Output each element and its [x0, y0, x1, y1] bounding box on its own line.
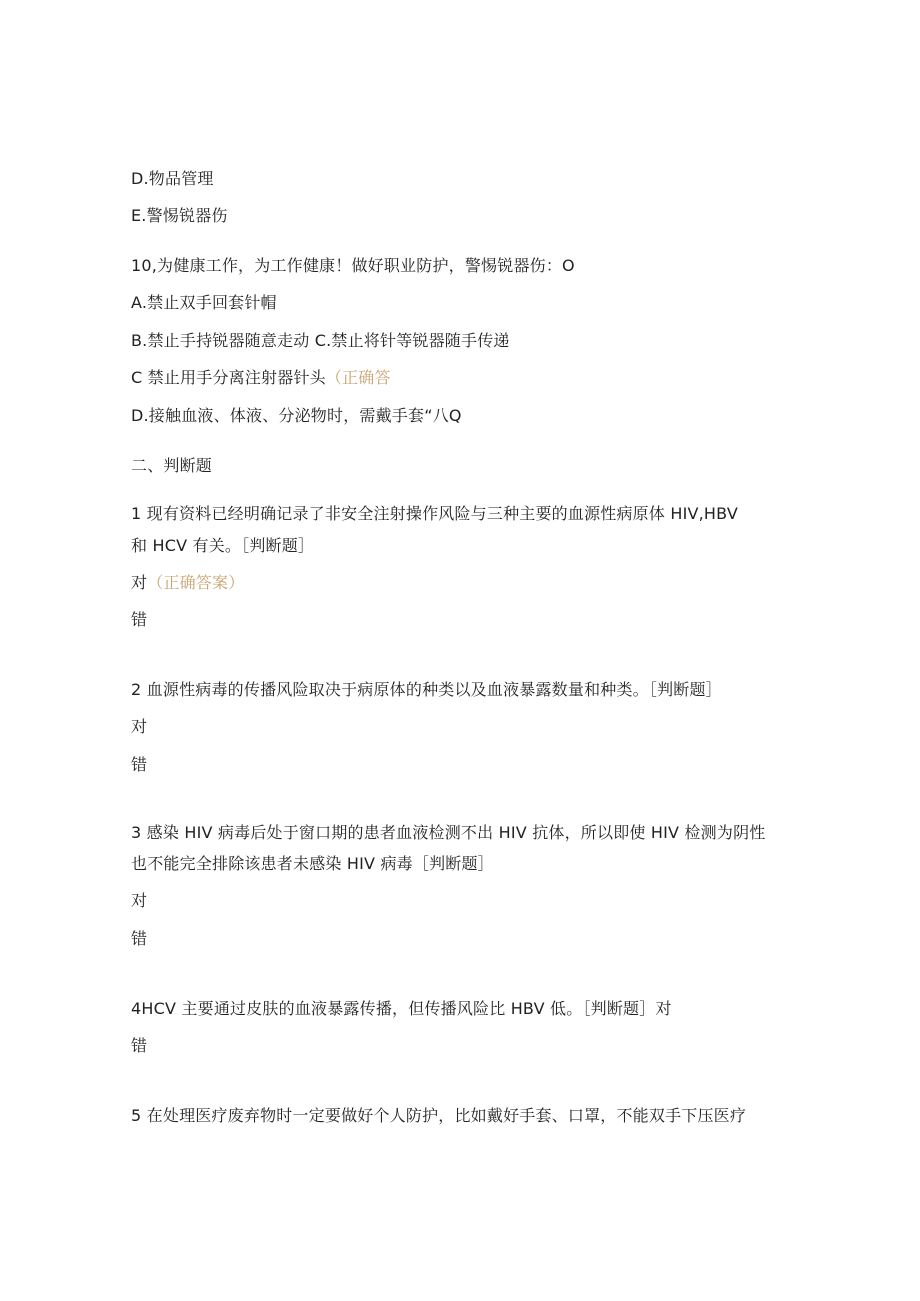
q10-option-c-text: C 禁止用手分离注射器针头: [131, 368, 326, 387]
tf1-stem-line1: 1 现有资料已经明确记录了非安全注射操作风险与三种主要的血源性病原体 HIV,HBV: [131, 504, 738, 523]
correct-answer-mark: （正确答案）: [147, 573, 245, 592]
q10-stem: 10,为健康工作，为工作健康！做好职业防护，警惕锐器伤：O: [131, 256, 575, 275]
tf1-stem-line2: 和 HCV 有关。［判断题］: [131, 536, 315, 555]
section-title: 二、判断题: [131, 456, 213, 475]
tf4-option-false: 错: [131, 1036, 148, 1055]
q9-option-d: D.物品管理: [131, 169, 214, 188]
tf2-stem: 2 血源性病毒的传播风险取决于病原体的种类以及血液暴露数量和种类。［判断题］: [131, 680, 722, 699]
tf4-stem: 4HCV 主要通过皮肤的血液暴露传播，但传播风险比 HBV 低。［判断题］对: [131, 999, 672, 1018]
q10-option-b: B.禁止手持锐器随意走动 C.禁止将针等锐器随手传递: [131, 331, 510, 350]
q9-option-e: E.警惕锐器伤: [131, 206, 228, 225]
tf5-stem-line1: 5 在处理医疗废弃物时一定要做好个人防护，比如戴好手套、口罩，不能双手下压医疗: [131, 1106, 747, 1125]
tf1-true-text: 对: [131, 573, 148, 592]
tf1-option-false: 错: [131, 610, 148, 629]
tf2-option-false: 错: [131, 755, 148, 774]
tf1-option-true: [131, 573, 244, 593]
tf3-option-false: 错: [131, 929, 148, 948]
q10-option-d: D.接触血液、体液、分泌物时，需戴手套“八Q: [131, 406, 462, 425]
correct-answer-mark: （正确答: [325, 368, 391, 387]
tf2-option-true: 对: [131, 717, 148, 736]
q10-option-c: [131, 368, 391, 388]
q10-option-a: A.禁止双手回套针帽: [131, 293, 277, 312]
tf3-stem-line1: 3 感染 HIV 病毒后处于窗口期的患者血液检测不出 HIV 抗体，所以即使 HIV 检测为阴性: [131, 823, 766, 842]
tf3-option-true: 对: [131, 891, 148, 910]
tf3-stem-line2: 也不能完全排除该患者未感染 HIV 病毒［判断题］: [131, 854, 494, 873]
